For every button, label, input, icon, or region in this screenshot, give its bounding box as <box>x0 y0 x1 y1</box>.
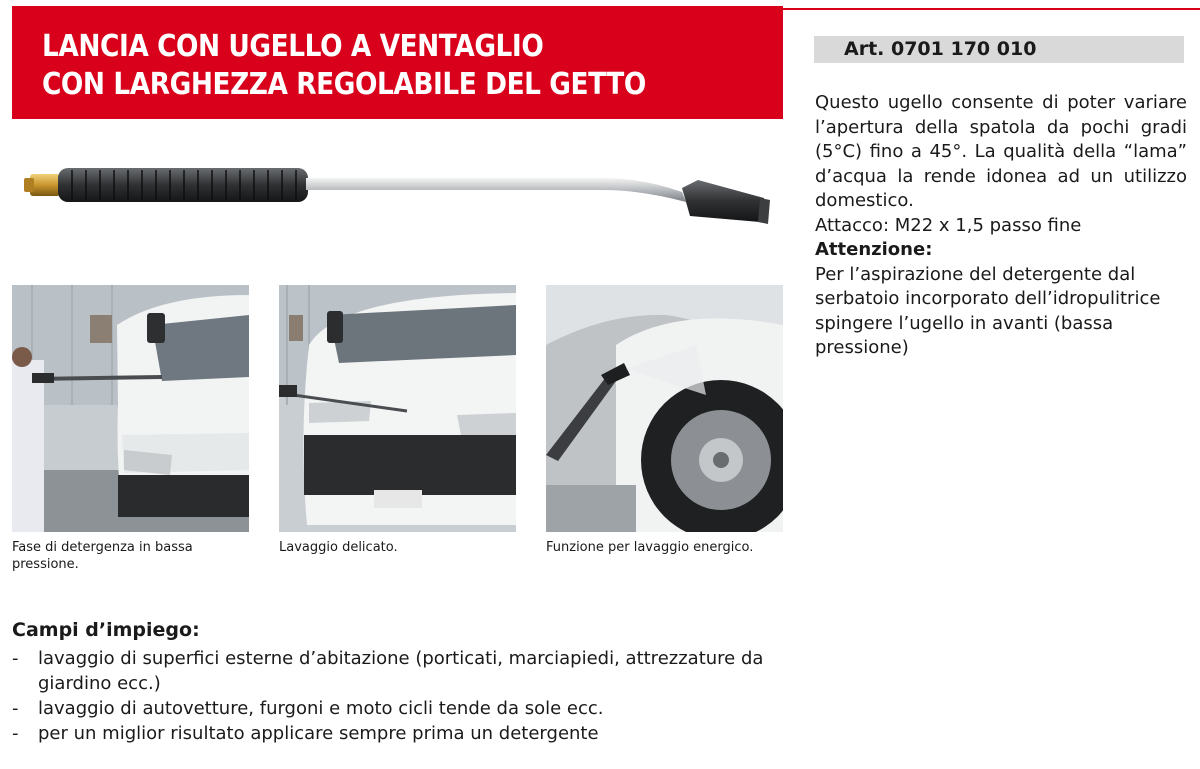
photo-caption: Lavaggio delicato. <box>279 540 398 555</box>
attacco-spec: Attacco: M22 x 1,5 passo fine <box>815 214 1082 236</box>
warning-text: Per l’aspirazione del detergente dal serbatoio incorporato dell’idropulitrice spingere l’ugello in avanti (bassa pressione) <box>815 263 1161 358</box>
list-item <box>12 696 782 721</box>
header-rule <box>783 8 1200 10</box>
photo-energetic-wash <box>546 285 783 532</box>
product-description <box>815 91 1187 361</box>
uses-list <box>12 646 782 746</box>
bullet-dash: - <box>12 723 19 744</box>
title-line-2: CON LARGHEZZA REGOLABILE DEL GETTO <box>42 67 646 102</box>
lance-product-image <box>22 150 782 240</box>
article-number: Art. 0701 170 010 <box>814 36 1184 63</box>
list-item-text: per un miglior risultato applicare sempre prima un detergente <box>38 723 599 744</box>
bullet-dash: - <box>12 648 19 669</box>
photo-gentle-wash <box>279 285 516 532</box>
title-banner <box>12 6 783 119</box>
list-item <box>12 721 782 746</box>
bullet-dash: - <box>12 698 19 719</box>
photo-low-pressure-cleaning <box>12 285 249 532</box>
list-item <box>12 646 782 696</box>
description-paragraph: Questo ugello consente di poter variare l’apertura della spatola da pochi gradi (5°C) fino a 45°. La qualità della “lama” d’acqua la rende idonea ad un utilizzo domestico. <box>815 92 1187 211</box>
title-line-1: LANCIA CON UGELLO A VENTAGLIO <box>42 29 544 64</box>
list-item-text: lavaggio di superfici esterne d’abitazione (porticati, marciapiedi, attrezzature da giardino ecc.) <box>38 648 764 694</box>
warning-title: Attenzione: <box>815 239 933 260</box>
photo-caption: Fase di detergenza in bassa pressione. <box>12 540 193 572</box>
photo-caption: Funzione per lavaggio energico. <box>546 540 754 555</box>
list-item-text: lavaggio di autovetture, furgoni e moto cicli tende da sole ecc. <box>38 698 604 719</box>
uses-title: Campi d’impiego: <box>12 619 200 641</box>
